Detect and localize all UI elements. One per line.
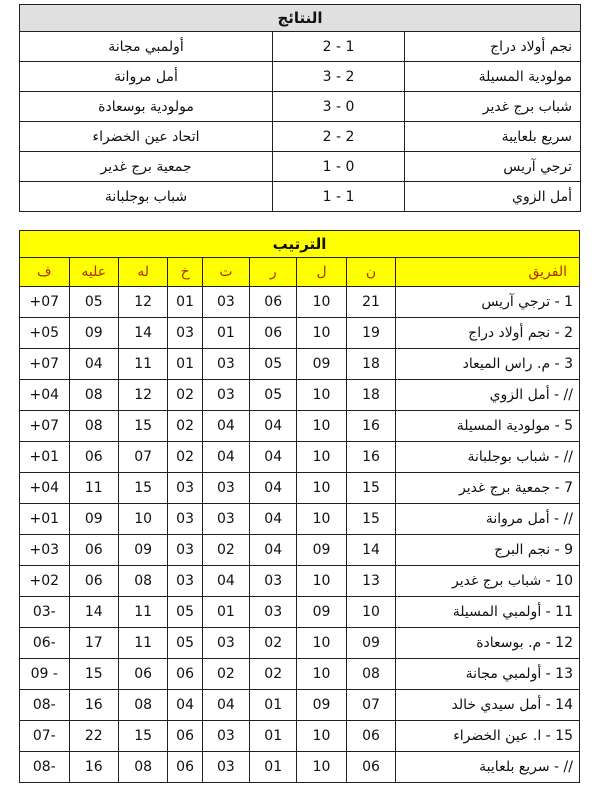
standing-team: 5 - مولودية المسيلة bbox=[396, 411, 580, 442]
standing-won: 04 bbox=[250, 535, 297, 566]
standing-drawn: 03 bbox=[202, 473, 249, 504]
standing-won: 05 bbox=[250, 380, 297, 411]
standing-drawn: 03 bbox=[202, 349, 249, 380]
standing-team: 13 - أولمبي مجانة bbox=[396, 659, 580, 690]
standing-lost: 01 bbox=[168, 287, 202, 318]
result-score: 1 - 0 bbox=[273, 152, 405, 182]
standing-goal-diff: +05 bbox=[20, 318, 70, 349]
standing-row bbox=[20, 287, 580, 318]
standing-goal-diff: +07 bbox=[20, 349, 70, 380]
standing-goals-for: 15 bbox=[118, 473, 167, 504]
standing-team: 1 - ترجي آريس bbox=[396, 287, 580, 318]
standing-points: 08 bbox=[346, 659, 395, 690]
standing-team: 9 - نجم البرج bbox=[396, 535, 580, 566]
standing-drawn: 02 bbox=[202, 535, 249, 566]
standing-played: 10 bbox=[297, 659, 346, 690]
result-row bbox=[20, 62, 581, 92]
standing-points: 16 bbox=[346, 442, 395, 473]
standing-goals-against: 11 bbox=[69, 473, 118, 504]
standing-lost: 05 bbox=[168, 597, 202, 628]
result-row bbox=[20, 152, 581, 182]
standing-drawn: 03 bbox=[202, 380, 249, 411]
result-away-team: أمل مروانة bbox=[20, 62, 273, 92]
standing-played: 09 bbox=[297, 535, 346, 566]
result-away-team: مولودية بوسعادة bbox=[20, 92, 273, 122]
standing-team: 14 - أمل سيدي خالد bbox=[396, 690, 580, 721]
standing-won: 03 bbox=[250, 566, 297, 597]
standing-played: 10 bbox=[297, 473, 346, 504]
standing-goal-diff: 09 - bbox=[20, 659, 70, 690]
standing-drawn: 04 bbox=[202, 442, 249, 473]
standing-goals-for: 08 bbox=[118, 690, 167, 721]
standing-played: 10 bbox=[297, 442, 346, 473]
result-home-team: مولودية المسيلة bbox=[405, 62, 581, 92]
standing-goals-against: 05 bbox=[69, 287, 118, 318]
standing-goals-against: 16 bbox=[69, 690, 118, 721]
result-home-team: أمل الزوي bbox=[405, 182, 581, 212]
standing-goal-diff: 08- bbox=[20, 690, 70, 721]
standing-played: 09 bbox=[297, 597, 346, 628]
standing-won: 04 bbox=[250, 504, 297, 535]
standing-goal-diff: +04 bbox=[20, 380, 70, 411]
standing-points: 09 bbox=[346, 628, 395, 659]
standing-goals-against: 15 bbox=[69, 659, 118, 690]
standing-goals-against: 06 bbox=[69, 535, 118, 566]
standing-goals-against: 22 bbox=[69, 721, 118, 752]
standing-points: 06 bbox=[346, 721, 395, 752]
standing-goals-against: 17 bbox=[69, 628, 118, 659]
standing-played: 10 bbox=[297, 318, 346, 349]
standing-points: 13 bbox=[346, 566, 395, 597]
standing-won: 04 bbox=[250, 411, 297, 442]
standing-goal-diff: 08- bbox=[20, 752, 70, 783]
standing-points: 15 bbox=[346, 504, 395, 535]
standing-team: // - شباب بوجلبانة bbox=[396, 442, 580, 473]
standing-row bbox=[20, 535, 580, 566]
result-score: 1 - 1 bbox=[273, 182, 405, 212]
standing-goals-against: 09 bbox=[69, 318, 118, 349]
header-goals-against: عليه bbox=[69, 258, 118, 287]
standing-goals-against: 08 bbox=[69, 380, 118, 411]
standing-won: 01 bbox=[250, 721, 297, 752]
standing-played: 10 bbox=[297, 721, 346, 752]
standing-won: 01 bbox=[250, 752, 297, 783]
standing-goals-for: 11 bbox=[118, 628, 167, 659]
result-away-team: شباب بوجلبانة bbox=[20, 182, 273, 212]
standing-row bbox=[20, 442, 580, 473]
standing-team: 12 - م. بوسعادة bbox=[396, 628, 580, 659]
standing-row bbox=[20, 473, 580, 504]
standing-row bbox=[20, 597, 580, 628]
standings-table bbox=[19, 230, 580, 783]
standing-drawn: 04 bbox=[202, 411, 249, 442]
standing-row bbox=[20, 721, 580, 752]
standing-row bbox=[20, 380, 580, 411]
standing-team: // - سريع بلعايبة bbox=[396, 752, 580, 783]
standing-goals-against: 04 bbox=[69, 349, 118, 380]
standing-goal-diff: +04 bbox=[20, 473, 70, 504]
standing-drawn: 03 bbox=[202, 752, 249, 783]
result-row bbox=[20, 32, 581, 62]
result-row bbox=[20, 182, 581, 212]
standing-goals-against: 08 bbox=[69, 411, 118, 442]
header-drawn: ت bbox=[202, 258, 249, 287]
standing-won: 01 bbox=[250, 690, 297, 721]
standing-lost: 06 bbox=[168, 752, 202, 783]
standing-row bbox=[20, 504, 580, 535]
standing-lost: 03 bbox=[168, 535, 202, 566]
standing-won: 04 bbox=[250, 442, 297, 473]
results-table bbox=[19, 4, 581, 212]
result-score: 2 - 1 bbox=[273, 32, 405, 62]
standing-goals-against: 06 bbox=[69, 566, 118, 597]
standing-row bbox=[20, 690, 580, 721]
standing-goal-diff: +03 bbox=[20, 535, 70, 566]
standing-lost: 02 bbox=[168, 380, 202, 411]
standing-lost: 03 bbox=[168, 504, 202, 535]
header-points: ن bbox=[346, 258, 395, 287]
standing-goals-for: 10 bbox=[118, 504, 167, 535]
result-score: 2 - 2 bbox=[273, 122, 405, 152]
standing-team: 10 - شباب برج غدير bbox=[396, 566, 580, 597]
standing-team: 15 - ا. عين الخضراء bbox=[396, 721, 580, 752]
header-goal-diff: ف bbox=[20, 258, 70, 287]
result-home-team: شباب برج غدير bbox=[405, 92, 581, 122]
header-played: ل bbox=[297, 258, 346, 287]
standing-goals-for: 15 bbox=[118, 721, 167, 752]
standing-team: 7 - جمعية برج غدير bbox=[396, 473, 580, 504]
standing-team: 11 - أولمبي المسيلة bbox=[396, 597, 580, 628]
standing-drawn: 01 bbox=[202, 318, 249, 349]
standing-lost: 06 bbox=[168, 721, 202, 752]
standing-won: 02 bbox=[250, 659, 297, 690]
standing-points: 10 bbox=[346, 597, 395, 628]
result-row bbox=[20, 122, 581, 152]
standing-played: 10 bbox=[297, 628, 346, 659]
standing-row bbox=[20, 318, 580, 349]
standing-played: 10 bbox=[297, 752, 346, 783]
results-body bbox=[20, 32, 581, 212]
result-score: 3 - 2 bbox=[273, 62, 405, 92]
standing-points: 16 bbox=[346, 411, 395, 442]
standing-lost: 01 bbox=[168, 349, 202, 380]
standing-goals-for: 11 bbox=[118, 349, 167, 380]
standing-goal-diff: +07 bbox=[20, 411, 70, 442]
standing-played: 10 bbox=[297, 287, 346, 318]
standing-lost: 03 bbox=[168, 566, 202, 597]
standings-header-row bbox=[20, 258, 580, 287]
standing-lost: 03 bbox=[168, 473, 202, 504]
standing-lost: 03 bbox=[168, 318, 202, 349]
header-won: ر bbox=[250, 258, 297, 287]
result-home-team: ترجي آريس bbox=[405, 152, 581, 182]
standing-played: 10 bbox=[297, 380, 346, 411]
standing-won: 04 bbox=[250, 473, 297, 504]
standing-drawn: 03 bbox=[202, 287, 249, 318]
standing-goals-for: 09 bbox=[118, 535, 167, 566]
standings-body bbox=[20, 287, 580, 783]
standing-drawn: 03 bbox=[202, 721, 249, 752]
standing-row bbox=[20, 628, 580, 659]
standing-goal-diff: +01 bbox=[20, 442, 70, 473]
standing-won: 02 bbox=[250, 628, 297, 659]
standing-drawn: 04 bbox=[202, 566, 249, 597]
standing-row bbox=[20, 566, 580, 597]
standing-won: 03 bbox=[250, 597, 297, 628]
standing-points: 18 bbox=[346, 349, 395, 380]
result-row bbox=[20, 92, 581, 122]
standing-goals-against: 09 bbox=[69, 504, 118, 535]
standing-drawn: 01 bbox=[202, 597, 249, 628]
standing-goal-diff: +07 bbox=[20, 287, 70, 318]
result-score: 3 - 0 bbox=[273, 92, 405, 122]
standing-goal-diff: 03- bbox=[20, 597, 70, 628]
standing-row bbox=[20, 752, 580, 783]
header-lost: خ bbox=[168, 258, 202, 287]
standing-played: 10 bbox=[297, 566, 346, 597]
standing-won: 06 bbox=[250, 287, 297, 318]
standing-goals-for: 12 bbox=[118, 287, 167, 318]
standing-goals-for: 14 bbox=[118, 318, 167, 349]
standing-points: 14 bbox=[346, 535, 395, 566]
standing-goals-for: 08 bbox=[118, 566, 167, 597]
standing-team: 2 - نجم أولاد دراج bbox=[396, 318, 580, 349]
standing-goals-against: 16 bbox=[69, 752, 118, 783]
result-away-team: جمعية برج غدير bbox=[20, 152, 273, 182]
header-goals-for: له bbox=[118, 258, 167, 287]
standing-points: 18 bbox=[346, 380, 395, 411]
standing-drawn: 04 bbox=[202, 690, 249, 721]
standing-drawn: 03 bbox=[202, 504, 249, 535]
standing-drawn: 02 bbox=[202, 659, 249, 690]
standing-lost: 05 bbox=[168, 628, 202, 659]
standing-goals-for: 08 bbox=[118, 752, 167, 783]
standing-won: 05 bbox=[250, 349, 297, 380]
standing-drawn: 03 bbox=[202, 628, 249, 659]
standing-lost: 06 bbox=[168, 659, 202, 690]
standing-points: 21 bbox=[346, 287, 395, 318]
result-home-team: سريع بلعايبة bbox=[405, 122, 581, 152]
standings-title: الترتيب bbox=[20, 231, 580, 258]
standing-goals-against: 14 bbox=[69, 597, 118, 628]
standing-goals-for: 06 bbox=[118, 659, 167, 690]
standing-goals-for: 11 bbox=[118, 597, 167, 628]
result-away-team: أولمبي مجانة bbox=[20, 32, 273, 62]
standing-points: 15 bbox=[346, 473, 395, 504]
standing-row bbox=[20, 411, 580, 442]
results-title: النتائج bbox=[20, 5, 581, 32]
standing-played: 10 bbox=[297, 411, 346, 442]
standing-played: 09 bbox=[297, 349, 346, 380]
standing-points: 06 bbox=[346, 752, 395, 783]
standing-goal-diff: +01 bbox=[20, 504, 70, 535]
standing-played: 10 bbox=[297, 504, 346, 535]
standing-goal-diff: 06- bbox=[20, 628, 70, 659]
standing-team: // - أمل الزوي bbox=[396, 380, 580, 411]
standing-goals-against: 06 bbox=[69, 442, 118, 473]
standing-goals-for: 07 bbox=[118, 442, 167, 473]
standing-points: 19 bbox=[346, 318, 395, 349]
standing-row bbox=[20, 349, 580, 380]
result-home-team: نجم أولاد دراج bbox=[405, 32, 581, 62]
standing-team: // - أمل مروانة bbox=[396, 504, 580, 535]
result-away-team: اتحاد عين الخضراء bbox=[20, 122, 273, 152]
standing-lost: 04 bbox=[168, 690, 202, 721]
standing-played: 09 bbox=[297, 690, 346, 721]
standing-goal-diff: 07- bbox=[20, 721, 70, 752]
standing-goals-for: 15 bbox=[118, 411, 167, 442]
standing-team: 3 - م. راس الميعاد bbox=[396, 349, 580, 380]
standing-lost: 02 bbox=[168, 442, 202, 473]
standing-goals-for: 12 bbox=[118, 380, 167, 411]
standing-won: 06 bbox=[250, 318, 297, 349]
standing-goal-diff: +02 bbox=[20, 566, 70, 597]
header-team: الفريق bbox=[396, 258, 580, 287]
standing-lost: 02 bbox=[168, 411, 202, 442]
standing-row bbox=[20, 659, 580, 690]
standing-points: 07 bbox=[346, 690, 395, 721]
